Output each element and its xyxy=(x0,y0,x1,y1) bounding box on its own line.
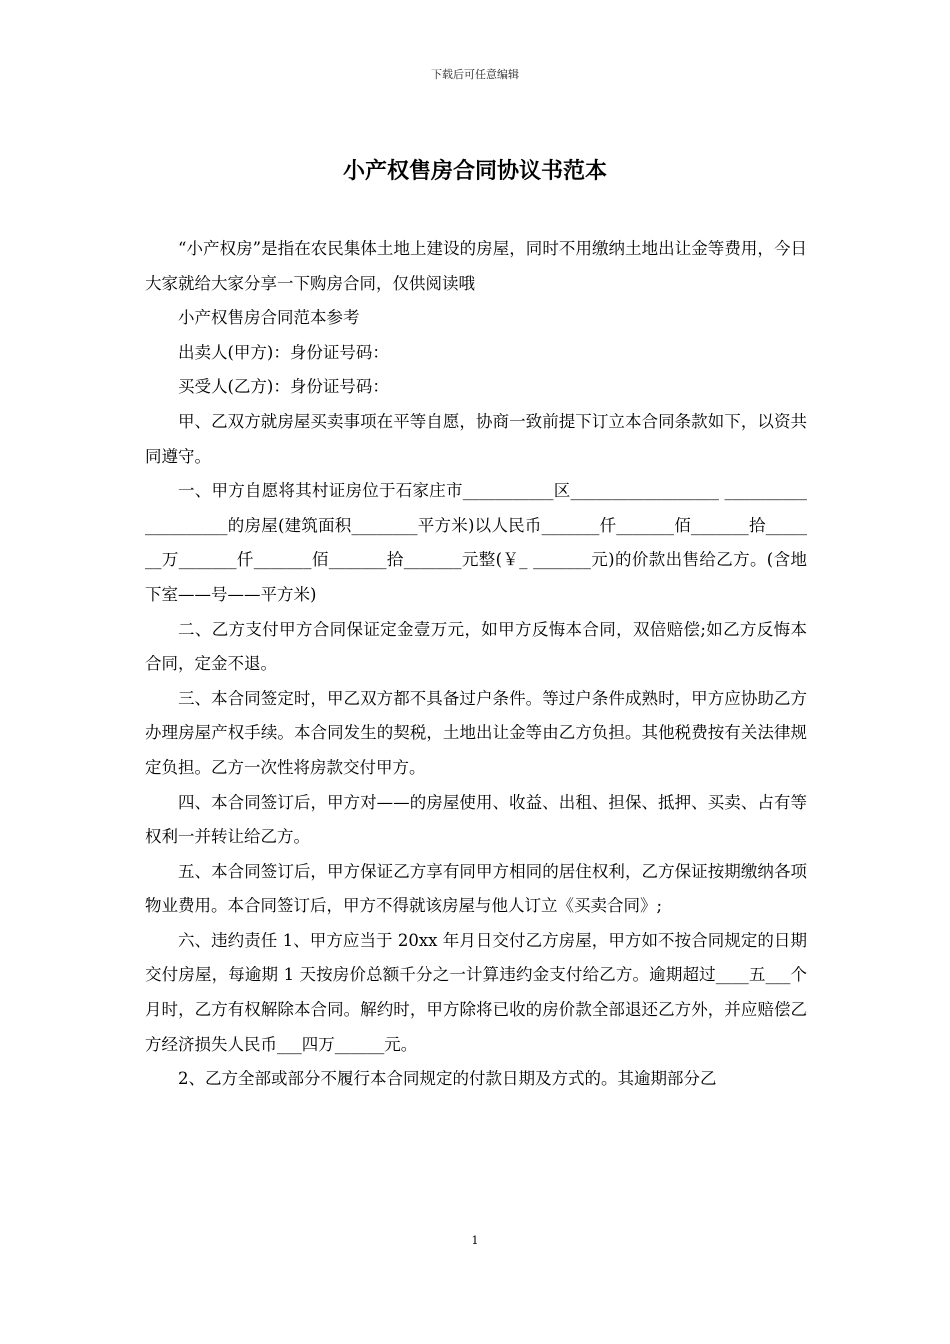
document-body xyxy=(145,232,807,1097)
paragraph-seller: 出卖人(甲方)：身份证号码： xyxy=(178,342,389,362)
paragraph-clause-2: 二、乙方支付甲方合同保证定金壹万元，如甲方反悔本合同，双倍赔偿;如乙方反悔本合同，定金不退。 xyxy=(145,619,807,674)
paragraph-clause-1: 一、甲方自愿将其村证房位于石家庄市___________区__________________ ____________________的房屋(建筑面积________平方米)以人民币_______仟_______佰_______拾_______万_______仟_______佰_______拾_______元整(￥_ _______元)的价款出售给乙方。(含地下室——号——平方米) xyxy=(145,481,807,604)
paragraph-subtitle: 小产权售房合同范本参考 xyxy=(178,308,360,328)
paragraph-buyer: 买受人(乙方)：身份证号码： xyxy=(178,377,389,397)
paragraph-clause-6-2: 2、乙方全部或部分不履行本合同规定的付款日期及方式的。其逾期部分乙 xyxy=(178,1069,717,1089)
document-title: 小产权售房合同协议书范本 xyxy=(342,158,607,184)
paragraph-clause-6: 六、违约责任 1、甲方应当于 20xx 年月日交付乙方房屋，甲方如不按合同规定的日期交付房屋，每逾期 1 天按房价总额千分之一计算违约金支付给乙方。逾期超过____五___个月时，乙方有权解除本合同。解约时，甲方除将已收的房价款全部退还乙方外，并应赔偿乙方经济损失人民币___四万______元。 xyxy=(145,930,807,1054)
header-note: 下载后可任意编辑 xyxy=(431,68,519,81)
paragraph-clause-4: 四、本合同签订后，甲方对——的房屋使用、收益、出租、担保、抵押、买卖、占有等权利一并转让给乙方。 xyxy=(145,792,807,847)
paragraph-intro: “小产权房”是指在农民集体土地上建设的房屋，同时不用缴纳土地出让金等费用，今日大家就给大家分享一下购房合同，仅供阅读哦 xyxy=(145,239,807,293)
paragraph-preamble: 甲、乙双方就房屋买卖事项在平等自愿，协商一致前提下订立本合同条款如下，以资共同遵守。 xyxy=(145,411,807,466)
paragraph-clause-5: 五、本合同签订后，甲方保证乙方享有同甲方相同的居住权利，乙方保证按期缴纳各项物业费用。本合同签订后，甲方不得就该房屋与他人订立《买卖合同》; xyxy=(145,861,807,916)
page-number: 1 xyxy=(471,1234,479,1247)
paragraph-clause-3: 三、本合同签定时，甲乙双方都不具备过户条件。等过户条件成熟时，甲方应协助乙方办理房屋产权手续。本合同发生的契税，土地出让金等由乙方负担。其他税费按有关法律规定负担。乙方一次性将房款交付甲方。 xyxy=(145,688,807,777)
